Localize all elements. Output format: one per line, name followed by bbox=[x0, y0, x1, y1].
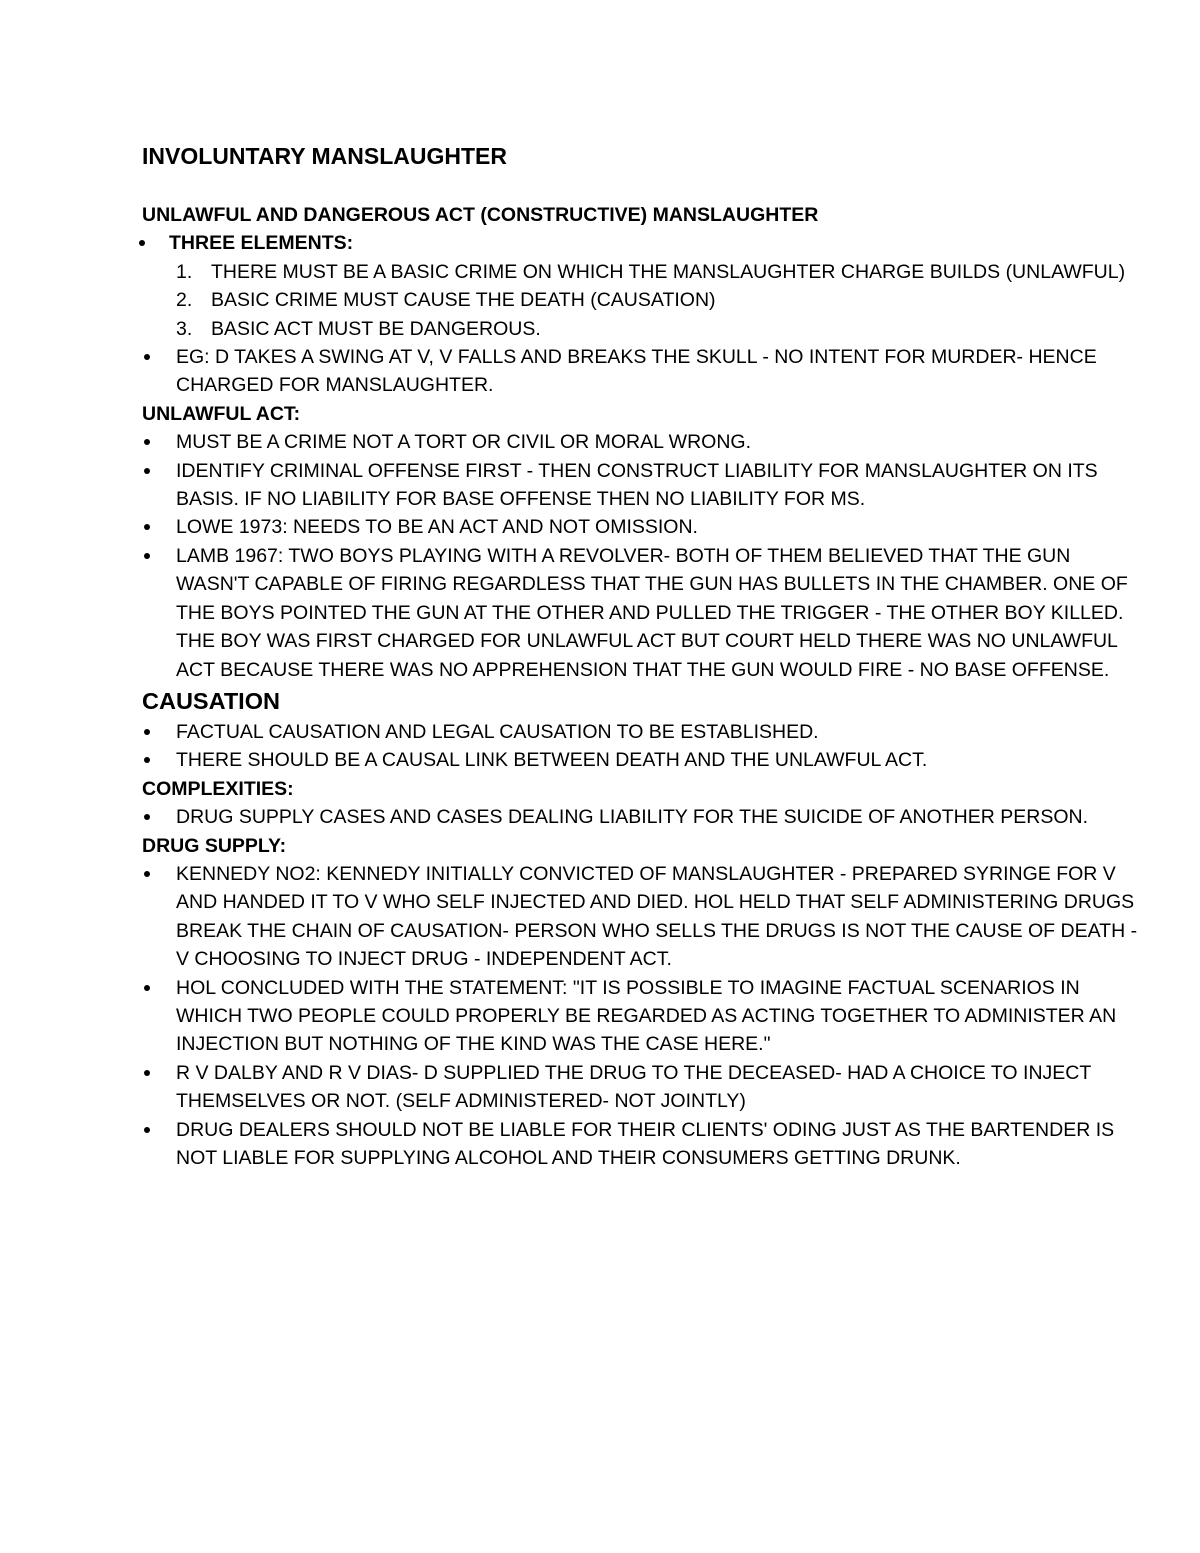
drug-supply-list bbox=[142, 860, 1142, 1172]
section-heading-unlawful-act: UNLAWFUL ACT: bbox=[142, 402, 301, 425]
item-number: 2. bbox=[176, 289, 193, 312]
section-heading-drug-supply: DRUG SUPPLY: bbox=[142, 834, 287, 857]
list-item: IDENTIFY CRIMINAL OFFENSE FIRST - THEN CONSTRUCT LIABILITY FOR MANSLAUGHTER ON ITS BASIS. IF NO LIABILITY FOR BASE OFFENSE THEN NO LIABILITY FOR MS. bbox=[142, 457, 1142, 514]
list-item: KENNEDY NO2: KENNEDY INITIALLY CONVICTED OF MANSLAUGHTER - PREPARED SYRINGE FOR V AND HANDED IT TO V WHO SELF INJECTED AND DIED. HOL HELD THAT SELF ADMINISTERING DRUGS BREAK THE CHAIN OF CAUSATION- PERSON WHO SELLS THE DRUGS IS NOT THE CAUSE OF DEATH - V CHOOSING TO INJECT DRUG - INDEPENDENT ACT. bbox=[142, 860, 1142, 974]
complexities-list bbox=[142, 803, 1142, 831]
item-text: THERE MUST BE A BASIC CRIME ON WHICH THE MANSLAUGHTER CHARGE BUILDS (UNLAWFUL) bbox=[211, 260, 1126, 283]
list-item-three-elements bbox=[142, 229, 1142, 257]
section-heading-complexities: COMPLEXITIES: bbox=[142, 777, 294, 800]
section1-bullet-list bbox=[142, 229, 1142, 257]
list-item: R V DALBY AND R V DIAS- D SUPPLIED THE DRUG TO THE DECEASED- HAD A CHOICE TO INJECT THEMSELVES OR NOT. (SELF ADMINISTERED- NOT JOINTLY) bbox=[142, 1059, 1142, 1116]
document-body bbox=[142, 201, 1142, 1172]
list-item: DRUG DEALERS SHOULD NOT BE LIABLE FOR THEIR CLIENTS' ODING JUST AS THE BARTENDER IS NOT LIABLE FOR SUPPLYING ALCOHOL AND THEIR CONSUMERS GETTING DRUNK. bbox=[142, 1116, 1142, 1173]
list-item: MUST BE A CRIME NOT A TORT OR CIVIL OR MORAL WRONG. bbox=[142, 428, 1142, 456]
three-elements-label: THREE ELEMENTS: bbox=[169, 232, 354, 255]
list-item: LOWE 1973: NEEDS TO BE AN ACT AND NOT OMISSION. bbox=[142, 513, 1142, 541]
example-bullet-list bbox=[142, 343, 1142, 400]
list-item: HOL CONCLUDED WITH THE STATEMENT: "IT IS POSSIBLE TO IMAGINE FACTUAL SCENARIOS IN WHICH TWO PEOPLE COULD PROPERLY BE REGARDED AS ACTING TOGETHER TO ADMINISTER AN INJECTION BUT NOTHING OF THE KIND WAS THE CASE HERE." bbox=[142, 974, 1142, 1059]
item-text: BASIC ACT MUST BE DANGEROUS. bbox=[211, 317, 541, 340]
numbered-item bbox=[176, 258, 1142, 286]
list-item: EG: D TAKES A SWING AT V, V FALLS AND BREAKS THE SKULL - NO INTENT FOR MURDER- HENCE CHARGED FOR MANSLAUGHTER. bbox=[142, 343, 1142, 400]
item-text: BASIC CRIME MUST CAUSE THE DEATH (CAUSATION) bbox=[211, 289, 716, 312]
unlawful-act-list bbox=[142, 428, 1142, 684]
document-title: INVOLUNTARY MANSLAUGHTER bbox=[142, 143, 508, 169]
numbered-item bbox=[176, 315, 1142, 343]
section-heading-constructive-manslaughter: UNLAWFUL AND DANGEROUS ACT (CONSTRUCTIVE) MANSLAUGHTER bbox=[142, 204, 819, 226]
list-item: LAMB 1967: TWO BOYS PLAYING WITH A REVOLVER- BOTH OF THEM BELIEVED THAT THE GUN WASN'T CAPABLE OF FIRING REGARDLESS THAT THE GUN HAS BULLETS IN THE CHAMBER. ONE OF THE BOYS POINTED THE GUN AT THE OTHER AND PULLED THE TRIGGER - THE OTHER BOY KILLED. THE BOY WAS FIRST CHARGED FOR UNLAWFUL ACT BUT COURT HELD THERE WAS NO UNLAWFUL ACT BECAUSE THERE WAS NO APPREHENSION THAT THE GUN WOULD FIRE - NO BASE OFFENSE. bbox=[142, 542, 1142, 684]
causation-list bbox=[142, 718, 1142, 775]
item-number: 1. bbox=[176, 260, 193, 283]
section-heading-causation: CAUSATION bbox=[142, 687, 280, 714]
item-number: 3. bbox=[176, 317, 193, 340]
list-item: DRUG SUPPLY CASES AND CASES DEALING LIABILITY FOR THE SUICIDE OF ANOTHER PERSON. bbox=[142, 803, 1142, 831]
list-item: FACTUAL CAUSATION AND LEGAL CAUSATION TO BE ESTABLISHED. bbox=[142, 718, 1142, 746]
numbered-item bbox=[176, 286, 1142, 314]
elements-numbered-list bbox=[176, 258, 1142, 343]
list-item: THERE SHOULD BE A CAUSAL LINK BETWEEN DEATH AND THE UNLAWFUL ACT. bbox=[142, 746, 1142, 774]
